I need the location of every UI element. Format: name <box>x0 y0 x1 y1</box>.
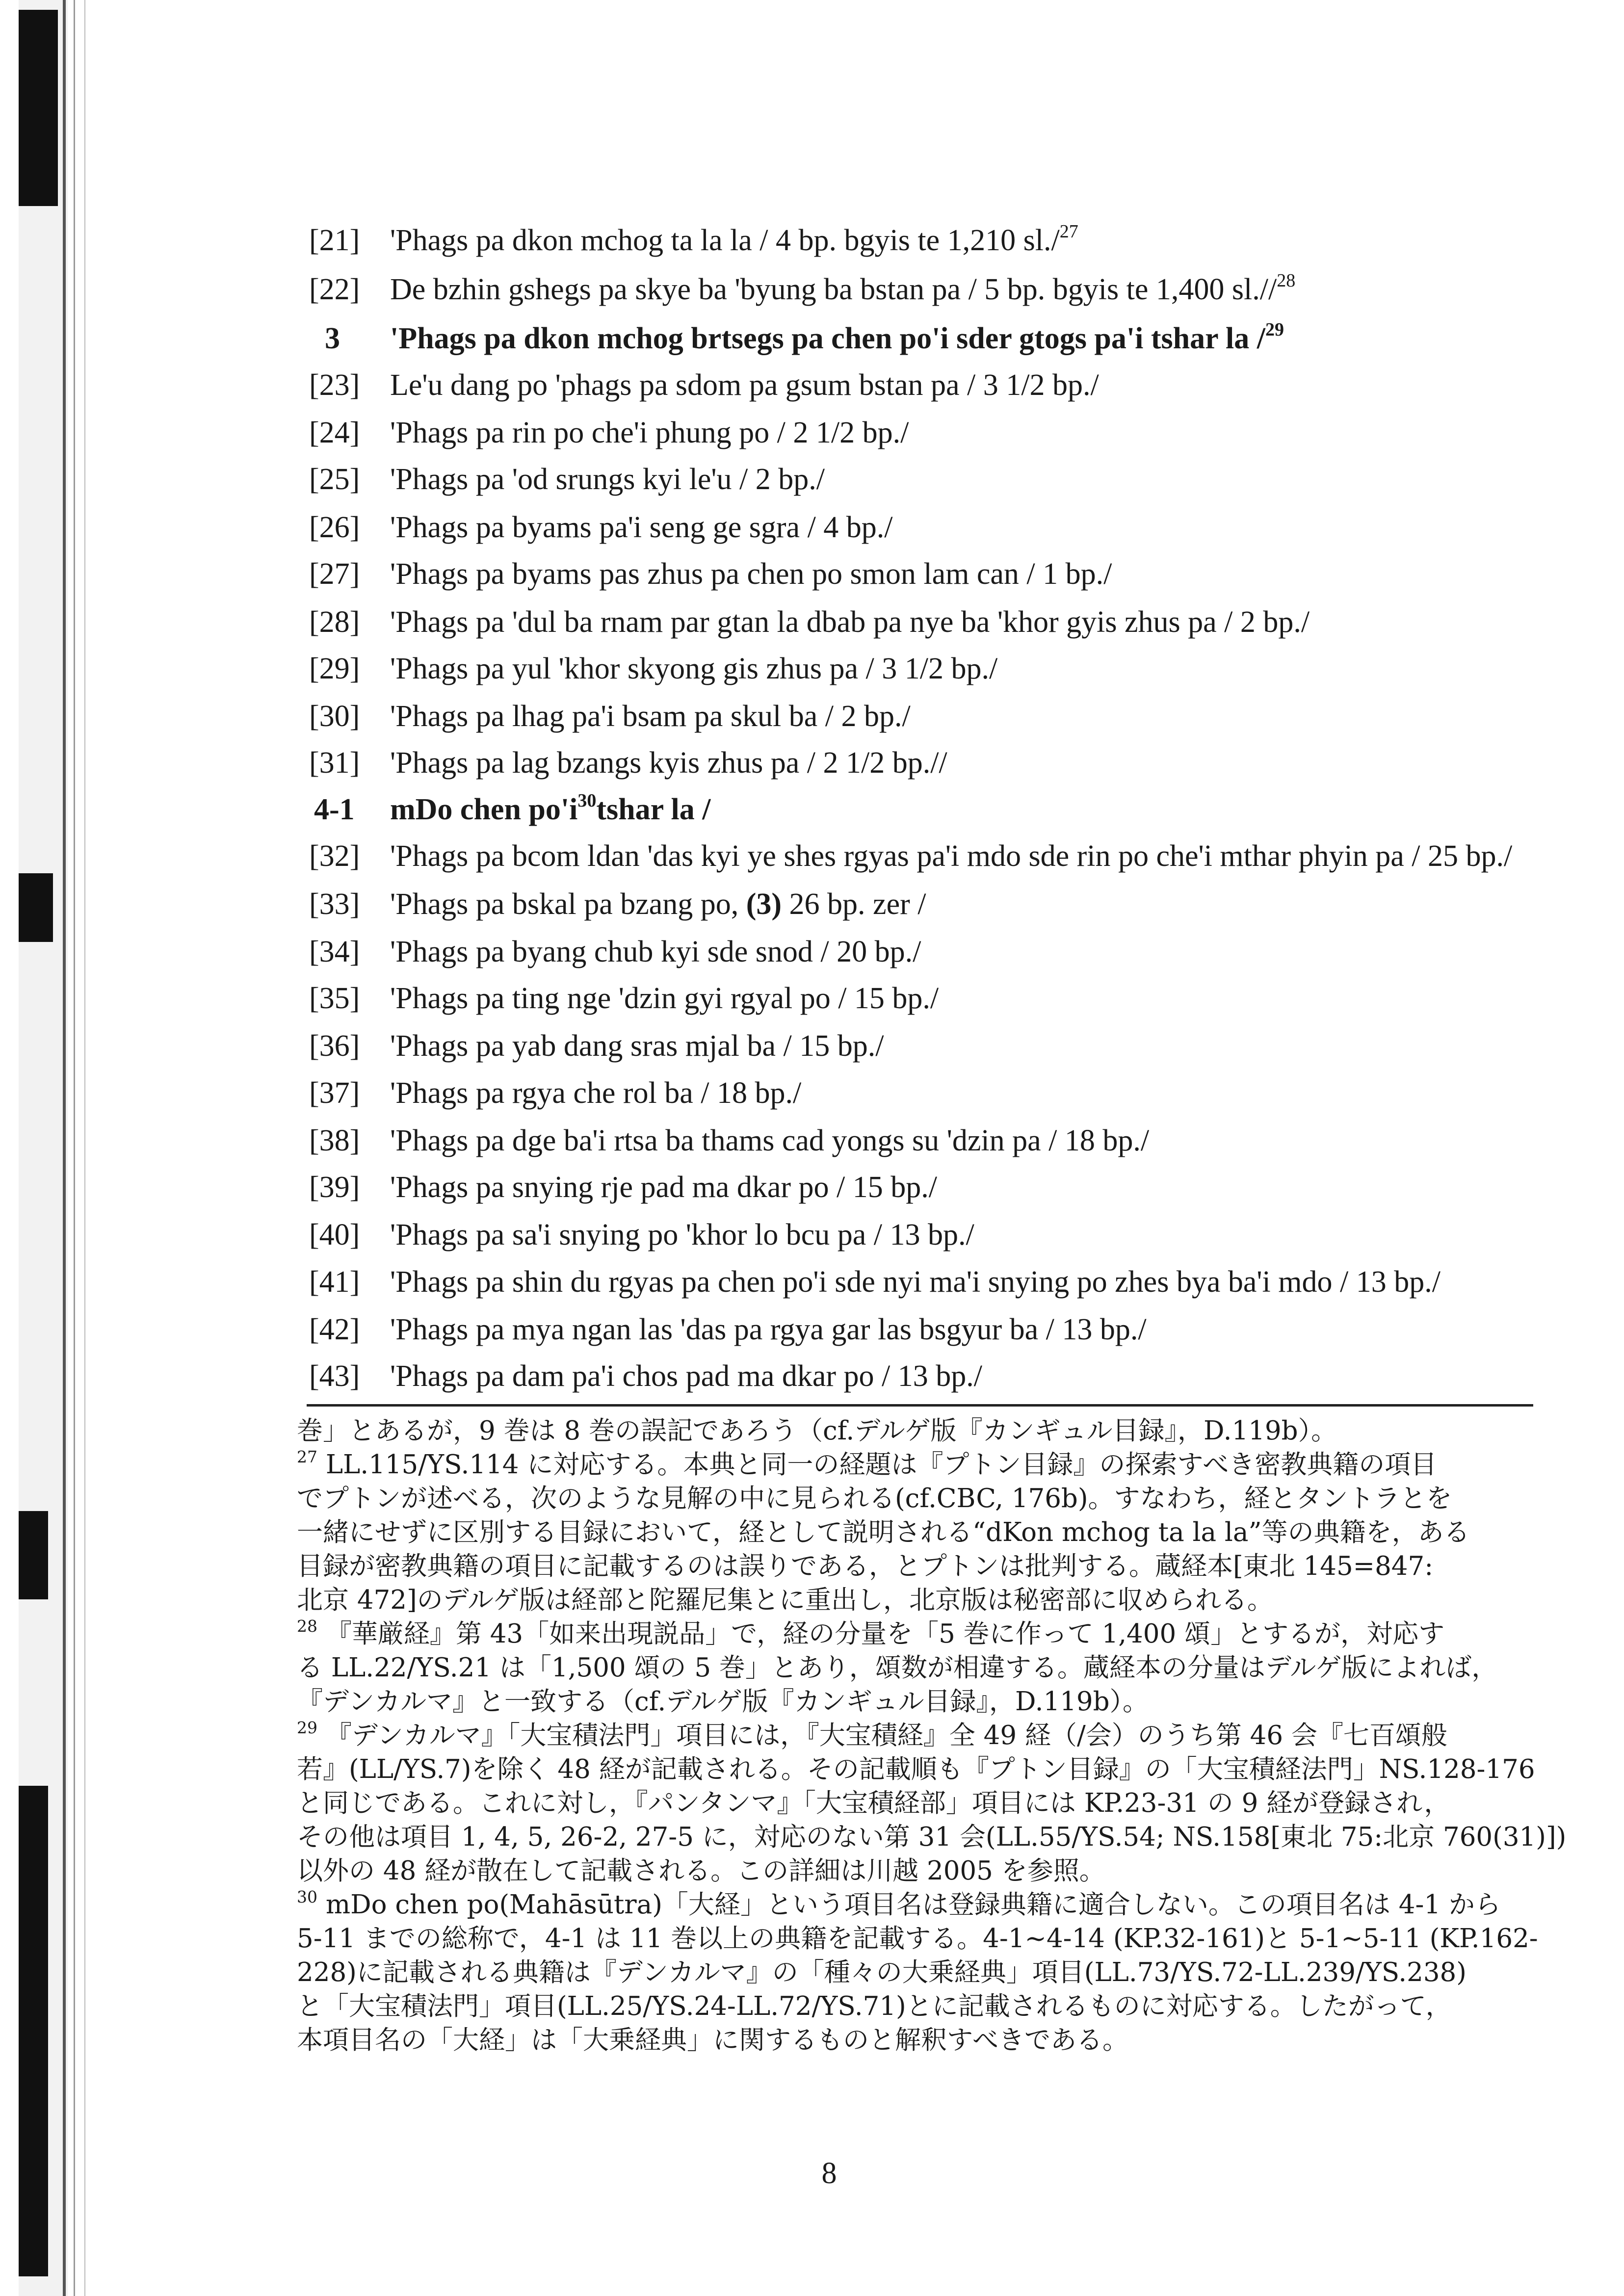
entry-35 <box>0 974 1624 1023</box>
entry-number: [23] <box>309 368 360 402</box>
entry-number: [41] <box>309 1265 360 1299</box>
entry-26 <box>0 503 1624 552</box>
entry-21 <box>0 216 1624 265</box>
footnote-line: 一緒にせずに区別する目録において，経として説明される“dKon mchog ta la la”等の典籍を，ある <box>297 1517 1470 1547</box>
section-number: 4-1 <box>314 793 355 826</box>
footnote-line: と同じである。これに対し，『パンタンマ』「大宝積経部」項目には KP.23-31 の 9 経が登録され， <box>297 1788 1450 1818</box>
entry-number: [34] <box>309 935 360 968</box>
entry-text: 'Phags pa dge ba'i rtsa ba thams cad yongs su 'dzin pa / 18 bp./ <box>390 1124 1150 1157</box>
entry-42 <box>0 1305 1624 1354</box>
entry-text: 'Phags pa bskal pa bzang po, (3) 26 bp. zer / <box>390 887 926 921</box>
entry-text: 'Phags pa yab dang sras mjal ba / 15 bp./ <box>390 1029 884 1063</box>
footnote-line: その他は項目 1, 4, 5, 26-2, 27-5 に，対応のない第 31 会(LL.55/YS.54; NS.158[東北 75:北京 760(31)]) <box>297 1822 1567 1852</box>
entry-30 <box>0 692 1624 741</box>
footnote-mark: 27 <box>297 1447 317 1466</box>
footnote-line: 北京 472]のデルゲ版は経部と陀羅尼集とに重出し，北京版は秘密部に収められる。 <box>297 1585 1273 1615</box>
entry-43 <box>0 1352 1624 1401</box>
entry-text: 'Phags pa byang chub kyi sde snod / 20 bp./ <box>390 935 921 968</box>
footnote-line: 5-11 までの総称で，4-1 は 11 巻以上の典籍を記載する。4-1~4-14 (KP.32-161)と 5-1~5-11 (KP.162- <box>297 1924 1538 1954</box>
entry-number: [22] <box>309 273 360 306</box>
footnote-mark: 28 <box>297 1617 317 1636</box>
entry-38 <box>0 1116 1624 1165</box>
entry-text: 'Phags pa dam pa'i chos pad ma dkar po / 13 bp./ <box>390 1359 983 1393</box>
footnote-line: $^{28}$ 『華厳経』第 43「如来出現説品」で，経の分量を「5 巻に作って 1,400 頌」とするが，対応す <box>297 1617 1445 1649</box>
footnote-line: 以外の 48 経が散在して記載される。この詳細は川越 2005 を参照。 <box>297 1856 1105 1886</box>
footnotes <box>297 1414 1567 2057</box>
entry-37 <box>0 1069 1624 1118</box>
section-number: 3 <box>325 322 340 355</box>
section-heading-4-1 <box>0 785 1624 834</box>
page-marker: (3) <box>746 887 782 921</box>
footnote-line: 228)に記載される典籍は『デンカルマ』の「種々の大乗経典」項目(LL.73/YS.72-LL.239/YS.238) <box>297 1957 1467 1987</box>
entry-41 <box>0 1257 1624 1306</box>
entry-text: 'Phags pa 'od srungs kyi le'u / 2 bp./ <box>390 463 825 496</box>
footnote-mark: 29 <box>297 1718 317 1737</box>
entry-23 <box>0 361 1624 410</box>
footnote-line: 目録が密教典籍の項目に記載するのは誤りである，とプトンは批判する。蔵経本[東北 145=847: <box>297 1551 1434 1581</box>
footnote-line: る LL.22/YS.21 は「1,500 頌の 5 巻」とあり，頌数が相違する。蔵経本の分量はデルゲ版によれば， <box>297 1653 1498 1683</box>
entry-text: 'Phags pa bcom ldan 'das kyi ye shes rgyas pa'i mdo sde rin po che'i mthar phyin pa / 25 bp./ <box>390 839 1513 873</box>
scan-edge-bar-left <box>19 1786 48 2276</box>
footnote-rule <box>307 1404 1533 1407</box>
entry-number: [32] <box>309 839 360 873</box>
footnote-ref: 29 <box>1265 319 1284 340</box>
entry-text: Le'u dang po 'phags pa sdom pa gsum bstan pa / 3 1/2 bp./ <box>390 368 1099 402</box>
footnote-mark: 30 <box>297 1887 317 1906</box>
entry-34 <box>0 927 1624 976</box>
entry-number: [43] <box>309 1359 360 1393</box>
footnote-line: でプトンが述べる，次のような見解の中に見られる(cf.CBC, 176b)。すなわち，経とタントラとを <box>297 1484 1452 1513</box>
entry-number: [37] <box>309 1076 360 1110</box>
entry-text: 'Phags pa mya ngan las 'das pa rgya gar las bsgyur ba / 13 bp./ <box>390 1313 1147 1346</box>
entry-text: 'Phags pa sa'i snying po 'khor lo bcu pa / 13 bp./ <box>390 1218 974 1252</box>
footnote-line: 『デンカルマ』と一致する（cf.デルゲ版『カンギュル目録』，D.119b）。 <box>297 1687 1149 1717</box>
entry-number: [38] <box>309 1124 360 1157</box>
entry-number: [40] <box>309 1218 360 1252</box>
footnote-ref: 27 <box>1059 221 1078 242</box>
footnote-line: 巻」とあるが，9 巻は 8 巻の誤記であろう（cf.デルゲ版『カンギュル目録』，D.119b）。 <box>297 1416 1337 1446</box>
entry-text: 'Phags pa byams pa'i seng ge sgra / 4 bp./ <box>390 511 893 544</box>
footnote-line: $^{27}$ LL.115/YS.114 に対応する。本典と同一の経題は『プトン目録』の探索すべき密教典籍の項目 <box>297 1447 1437 1480</box>
entry-31 <box>0 738 1624 787</box>
entry-number: [25] <box>309 463 360 496</box>
entry-text: 'Phags pa shin du rgyas pa chen po'i sde nyi ma'i snying po zhes bya ba'i mdo / 13 bp./ <box>390 1265 1441 1299</box>
entry-number: [21] <box>309 224 360 257</box>
entry-number: [26] <box>309 511 360 544</box>
footnote-line: 本項目名の「大経」は「大乗経典」に関するものと解釈すべきである。 <box>297 2025 1128 2055</box>
entry-text: 'Phags pa byams pas zhus pa chen po smon lam can / 1 bp./ <box>390 557 1112 591</box>
footnote-line: 若』(LL/YS.7)を除く 48 経が記載される。その記載順も『プトン目録』の「大宝積経法門」NS.128-176 <box>297 1754 1535 1784</box>
page-number: 8 <box>821 2157 837 2190</box>
entry-33 <box>0 880 1624 929</box>
entry-number: [27] <box>309 557 360 591</box>
entry-25 <box>0 455 1624 504</box>
entry-number: [31] <box>309 746 360 780</box>
footnote-line: $^{30}$ mDo chen po(Mahāsūtra)「大経」という項目名は登録典籍に適合しない。この項目名は 4-1 から <box>297 1887 1501 1920</box>
entry-number: [33] <box>309 887 360 921</box>
footnote-line: と「大宝積法門」項目(LL.25/YS.24-LL.72/YS.71)とに記載されるものに対応する。したがって， <box>297 1991 1452 2021</box>
entry-number: [24] <box>309 416 360 449</box>
section-title: mDo chen $po'i^{30}tshar$ la / <box>390 790 711 826</box>
entry-text: 'Phags pa yul 'khor skyong gis zhus pa / 3 1/2 bp./ <box>390 652 998 685</box>
entry-number: [28] <box>309 605 360 639</box>
footnote-line: $^{29}$ 『デンカルマ』「大宝積法門」項目には，『大宝積経』全 49 経（/会）のうち第 46 会『七百頌般 <box>297 1718 1447 1750</box>
entry-text: 'Phags pa lhag pa'i bsam pa skul ba / 2 bp./ <box>390 700 911 733</box>
entry-39 <box>0 1163 1624 1212</box>
footnote-ref: 28 <box>1277 270 1296 291</box>
entry-number: [30] <box>309 700 360 733</box>
section-heading-3 <box>0 314 1624 363</box>
entry-32 <box>0 832 1624 881</box>
entry-text: 'Phags pa ting nge 'dzin gyi rgyal po / 15 bp./ <box>390 982 939 1015</box>
entry-text: 'Phags pa snying rje pad ma dkar po / 15 bp./ <box>390 1171 937 1204</box>
entry-number: [36] <box>309 1029 360 1063</box>
scan-edge-bar-top <box>19 10 58 206</box>
scan-edge-bar-left <box>19 1511 48 1599</box>
entry-22 <box>0 265 1624 314</box>
entry-24 <box>0 408 1624 457</box>
entry-number: [29] <box>309 652 360 685</box>
entry-number: [39] <box>309 1171 360 1204</box>
entry-text: 'Phags pa 'dul ba rnam par gtan la dbab pa nye ba 'khor gyis zhus pa / 2 bp./ <box>390 605 1310 639</box>
entry-text: 'Phags pa dkon mchog ta la la / 4 bp. bgyis te 1,210 sl./$^{27}$ <box>390 221 1078 257</box>
footnote-ref: 30 <box>577 790 597 811</box>
entry-number: [42] <box>309 1313 360 1346</box>
entry-40 <box>0 1210 1624 1259</box>
entry-29 <box>0 644 1624 693</box>
entry-text: 'Phags pa rin po che'i phung po / 2 1/2 bp./ <box>390 416 909 449</box>
entry-text: 'Phags pa rgya che rol ba / 18 bp./ <box>390 1076 802 1110</box>
section-title: 'Phags pa dkon mchog brtsegs pa chen po'i sder gtogs pa'i tshar la /$^{29}$ <box>390 319 1284 355</box>
entry-27 <box>0 549 1624 599</box>
entry-number: [35] <box>309 982 360 1015</box>
entry-28 <box>0 598 1624 647</box>
entry-text: 'Phags pa lag bzangs kyis zhus pa / 2 1/2 bp.// <box>390 746 947 780</box>
entry-text: De bzhin gshegs pa skye ba 'byung ba bstan pa / 5 bp. bgyis te 1,400 sl.//$^{28}$ <box>390 270 1296 306</box>
entry-36 <box>0 1021 1624 1070</box>
